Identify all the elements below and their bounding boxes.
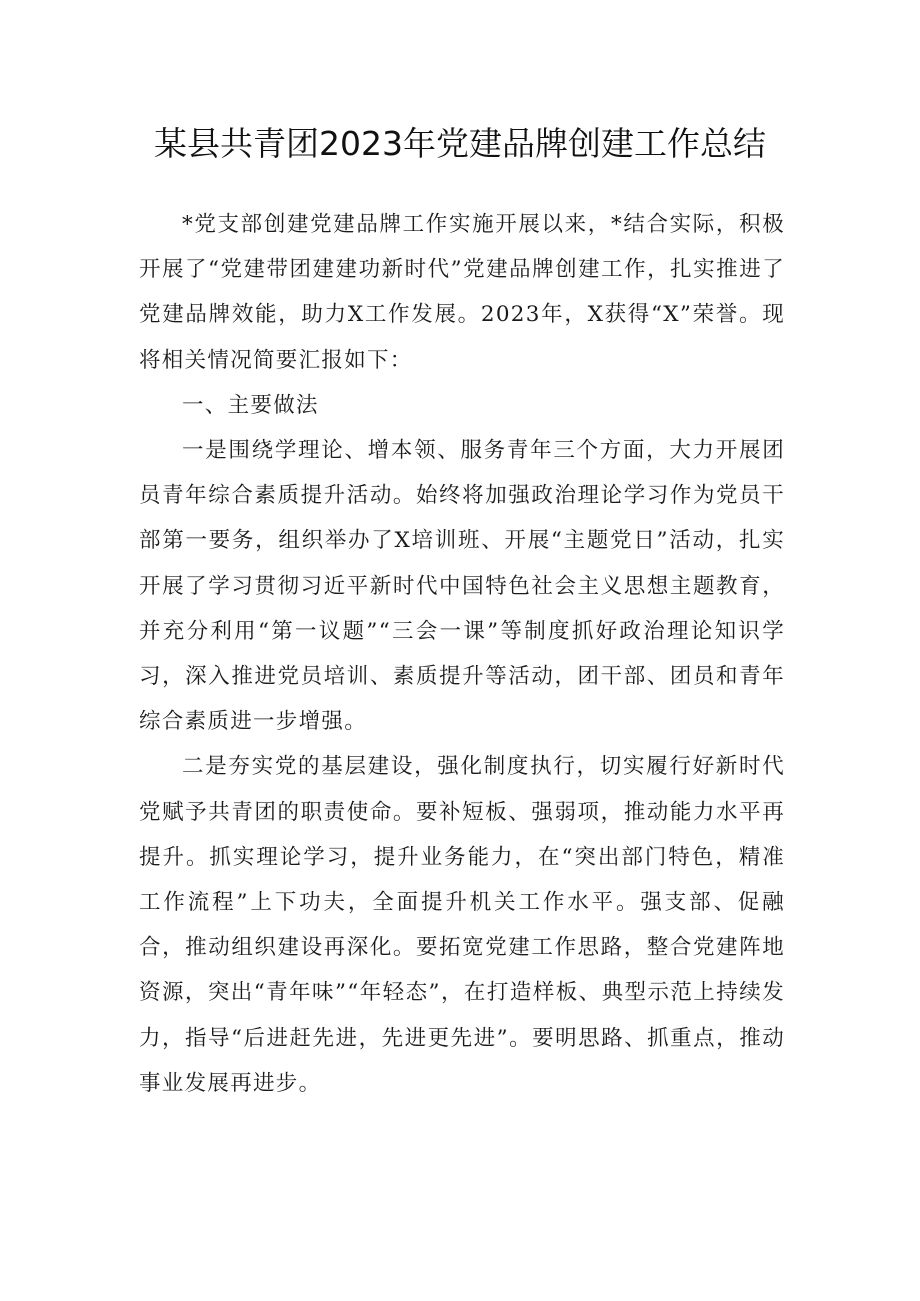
paragraph-second-practice: 二是夯实党的基层建设，强化制度执行，切实履行好新时代党赋予共青团的职责使命。要补短板、强弱项，推动能力水平再提升。抓实理论学习，提升业务能力，在“突出部门特色，精准工作流程”上下功夫，全面提升机关工作水平。强支部、促融合，推动组织建设再深化。要拓宽党建工作思路，整合党建阵地资源，突出“青年味”“年轻态”，在打造样板、典型示范上持续发力，指导“后进赶先进，先进更先进”。要明思路、抓重点，推动事业发展再进步。 [139, 754, 785, 1096]
intro-paragraph: *党支部创建党建品牌工作实施开展以来，*结合实际，积极开展了“党建带团建建功新时代”党建品牌创建工作，扎实推进了党建品牌效能，助力X工作发展。2023年，X获得“X”荣誉。现将相关情况简要汇报如下： [139, 212, 785, 373]
section-heading-main-practices: 一、主要做法 [182, 392, 319, 418]
document-title: 某县共青团2023年党建品牌创建工作总结 [154, 124, 766, 163]
paragraph-first-practice: 一是围绕学理论、增本领、服务青年三个方面，大力开展团员青年综合素质提升活动。始终将加强政治理论学习作为党员干部第一要务，组织举办了X培训班、开展“主题党日”活动，扎实开展了学习贯彻习近平新时代中国特色社会主义思想主题教育，并充分利用“第一议题”“三会一课”等制度抓好政治理论知识学习，深入推进党员培训、素质提升等活动，团干部、团员和青年综合素质进一步增强。 [139, 438, 785, 735]
document-body [139, 202, 785, 1106]
